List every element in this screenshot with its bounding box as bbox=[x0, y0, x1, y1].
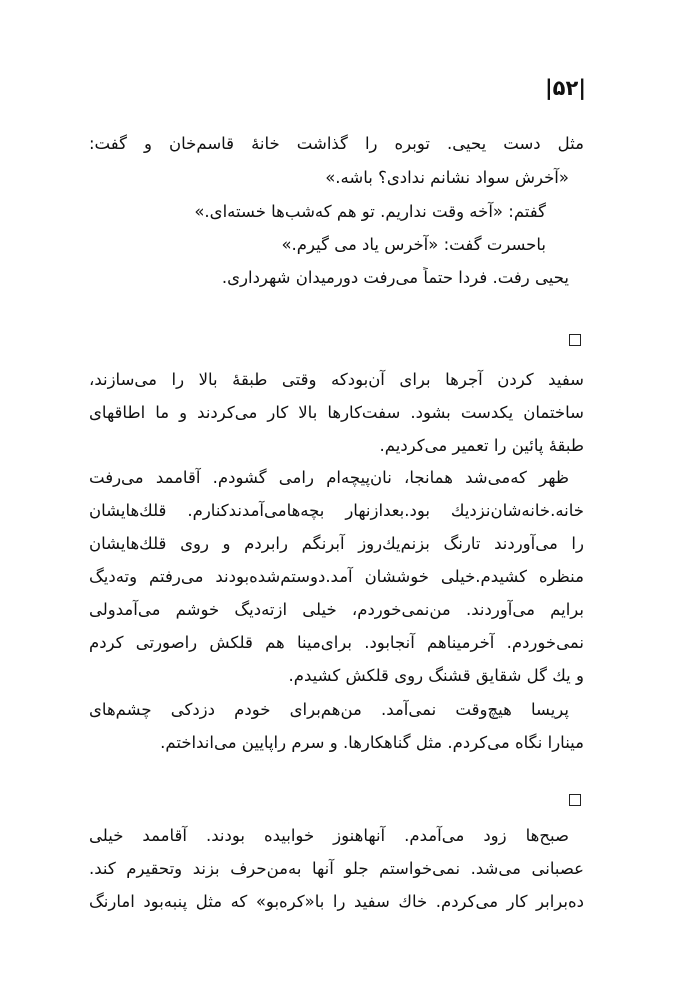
text-line: عصبانی می‌شد. نمی‌خواستم جلو آنها به‌من‌حرف بزند وتحقیرم کند. bbox=[89, 859, 584, 878]
text-line: گفتم: «آخه وقت نداریم. تو هم که‌شب‌ها خسته‌ای.» bbox=[194, 202, 546, 221]
section-divider-mark bbox=[569, 334, 581, 346]
text-line: ساختمان یکدست بشود. سفت‌کارها بالا کار می‌کردند و ما اطاقهای bbox=[89, 403, 584, 422]
text-line: یحیی رفت. فردا حتماً می‌رفت دورمیدان شهرداری. bbox=[221, 268, 569, 287]
text-line: «آخرش سواد نشانم ندادی؟ باشه.» bbox=[325, 168, 569, 187]
text-line: و یك گل شقایق قشنگ روی قلکش کشیدم. bbox=[288, 666, 584, 685]
section-divider-mark bbox=[569, 794, 581, 806]
text-line: را می‌آوردند تارنگ بزنم‌یك‌روز آبرنگم رابردم و روی قلك‌هایشان bbox=[89, 534, 584, 553]
text-line: ظهر که‌می‌شد همانجا، نان‌پیچه‌ام رامی گشودم. آقاممد می‌رفت bbox=[89, 468, 569, 487]
text-line: طبقهٔ پائین را تعمیر می‌کردیم. bbox=[379, 436, 584, 455]
text-line: نمی‌خوردم. آخرمیناهم آنجابود. برای‌مینا هم قلکش راصورتی کردم bbox=[89, 633, 584, 652]
text-line: مینارا نگاه می‌کردم. مثل گناهکارها. و سرم راپایین می‌انداختم. bbox=[160, 733, 584, 752]
text-line: سفید کردن آجرها برای آن‌بودکه وقتی طبقهٔ بالا را می‌سازند، bbox=[89, 370, 584, 389]
text-line: پریسا هیچ‌وقت نمی‌آمد. من‌هم‌برای خودم دزدکی چشم‌های bbox=[89, 700, 569, 719]
text-line: مثل دست یحیی. توبره را گذاشت خانهٔ قاسم‌خان و گفت: bbox=[89, 134, 584, 153]
page-number: |۵۲| bbox=[545, 76, 586, 100]
text-line: برایم می‌آوردند. من‌نمی‌خوردم، خیلی ازته‌دیگ خوشم می‌آمدولی bbox=[89, 600, 584, 619]
text-line: منظره کشیدم.خیلی خوششان آمد.دوستم‌شده‌بودند می‌رفتم وته‌دیگ bbox=[89, 567, 584, 586]
text-line: صبح‌ها زود می‌آمدم. آنهاهنوز خوابیده بودند. آقاممد خیلی bbox=[89, 826, 569, 845]
text-line: باحسرت گفت: «آخرس یاد می گیرم.» bbox=[281, 235, 546, 254]
text-line: خانه.خانه‌شان‌نزدیك بود.بعدازنهار بچه‌هامی‌آمدندکنارم. قلك‌هایشان bbox=[89, 501, 584, 520]
text-line: ده‌برابر کار می‌کردم. خاك سفید را با«کره‌بو» که مثل پنبه‌بود امارنگ bbox=[89, 892, 584, 911]
